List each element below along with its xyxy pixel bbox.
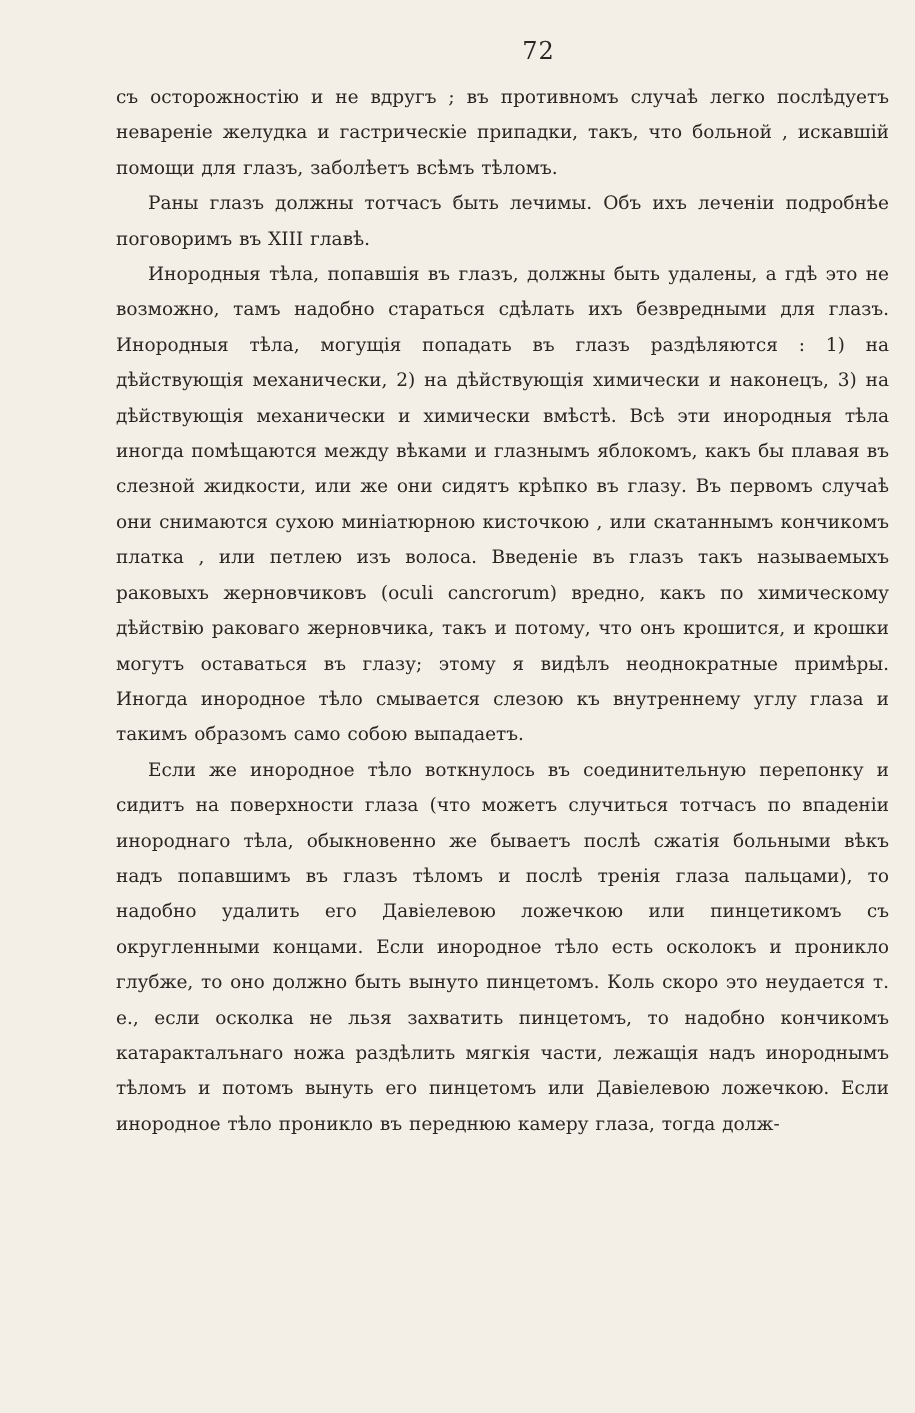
- paragraph-3: Инородныя тѣла, попавшiя въ глазъ, должны быть удалены, а гдѣ это не возможно, тамъ надобно стараться сдѣлать ихъ безвредными для глазъ. Инородныя тѣла, могущiя попадать въ глазъ раздѣляются : 1) на дѣйствующiя механически, 2) на дѣйствующiя химически и наконецъ, 3) на дѣйствующiя механически и химически вмѣстѣ. Всѣ эти инородныя тѣла иногда помѣщаются между вѣками и глазнымъ яблокомъ, какъ бы плавая въ слезной жидкости, или же они сидятъ крѣпко въ глазу. Въ первомъ случаѣ они снимаются сухою миніатюрною кисточкою , или скатаннымъ кончикомъ платка , или петлею изъ волоса. Введенiе въ глазъ такъ называемыхъ раковыхъ жерновчиковъ (oculi cancrorum) вредно, какъ по химическому дѣйствiю раковаго жерновчика, такъ и потому, что онъ крошится, и крошки могутъ оставаться въ глазу; этому я видѣлъ неоднократные примѣры. Иногда инородное тѣло смывается слезою къ внутреннему углу глаза и такимъ образомъ само собою выпадаетъ.: [116, 264, 889, 746]
- paragraph-2: Раны глазъ должны тотчасъ быть лечимы. Объ ихъ леченiи подробнѣе поговоримъ въ XIII главѣ.: [116, 193, 889, 250]
- page-number: 72: [522, 37, 555, 65]
- paragraph-1: съ осторожностію и не вдругъ ; въ противномъ случаѣ легко послѣдуетъ неваренiе желудка и гастрическiе припадки, такъ, что больной , искавшiй помощи для глазъ, заболѣетъ всѣмъ тѣломъ.: [116, 87, 889, 179]
- paragraph-4: Если же инородное тѣло воткнулось въ соединительную перепонку и сидитъ на поверхности глаза (что можетъ случиться тотчасъ по впаденiи инороднаго тѣла, обыкновенно же бываетъ послѣ сжатiя больными вѣкъ надъ попавшимъ въ глазъ тѣломъ и послѣ тренiя глаза пальцами), то надобно удалить его Давiелевою ложечкою или пинцетикомъ съ округленными концами. Если инородное тѣло есть осколокъ и проникло глубже, то оно должно быть вынуто пинцетомъ. Коль скоро это неудается т. е., если осколка не льзя захватить пинцетомъ, то надобно кончикомъ катаракталънаго ножа раздѣлить мягкiя части, лежащiя надъ инороднымъ тѣломъ и потомъ вынуть его пинцетомъ или Давiелевою ложечкою. Если инородное тѣло проникло въ переднюю камеру глаза, тогда долж-: [116, 759, 889, 1135]
- body-text: [116, 80, 889, 1142]
